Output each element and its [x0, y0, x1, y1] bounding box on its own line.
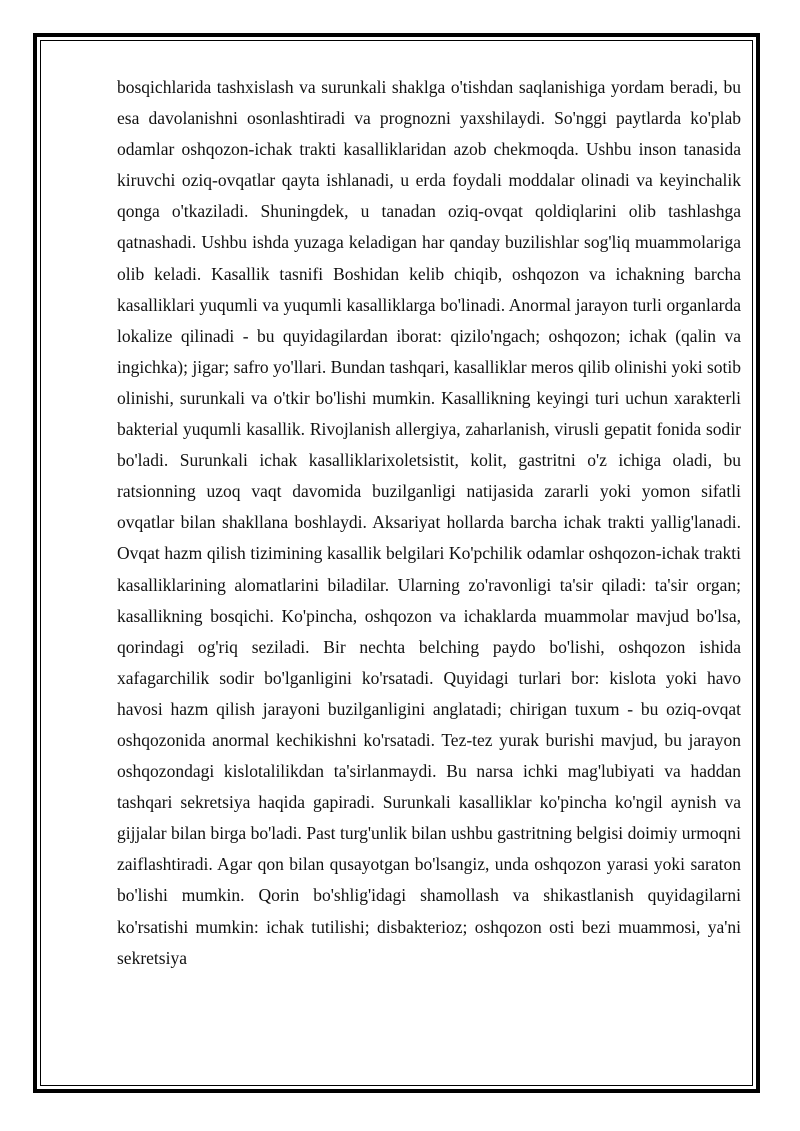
body-paragraph: bosqichlarida tashxislash va surunkali shaklga o'tishdan saqlanishiga yordam beradi, bu esa davolanishni osonlashtiradi va prognozni yaxshilaydi. So'nggi paytlarda ko'plab odamlar oshqozon-ichak trakti kasalliklaridan azob chekmoqda. Ushbu inson tanasida kiruvchi oziq-ovqatlar qayta ishlanadi, u erda foydali moddalar olinadi va keyinchalik qonga o'tkaziladi. Shuningdek, u tanadan oziq-ovqat qoldiqlarini olib tashlashga qatnashadi. Ushbu ishda yuzaga keladigan har qanday buzilishlar sog'liq muammolariga olib keladi. Kasallik tasnifi Boshidan kelib chiqib, oshqozon va ichakning barcha kasalliklari yuqumli va yuqumli kasalliklarga bo'linadi. Anormal jarayon turli organlarda lokalize qilinadi - bu quyidagilardan iborat: qizilo'ngach; oshqozon; ichak (qalin va ingichka); jigar; safro yo'llari. Bundan tashqari, kasalliklar meros qilib olinishi yoki sotib olinishi, surunkali va o'tkir bo'lishi mumkin. Kasallikning keyingi turi uchun xarakterli bakterial yuqumli kasallik. Rivojlanish allergiya, zaharlanish, virusli gepatit fonida sodir bo'ladi. Surunkali ichak kasalliklarixoletsistit, kolit, gastritni o'z ichiga oladi, bu ratsionning uzoq vaqt davomida buzilganligi natijasida zararli yoki yomon sifatli ovqatlar bilan shakllana boshlaydi. Aksariyat hollarda barcha ichak trakti yallig'lanadi. Ovqat hazm qilish tizimining kasallik belgilari Ko'pchilik odamlar oshqozon-ichak trakti kasalliklarining alomatlarini biladilar. Ularning zo'ravonligi ta'sir qiladi: ta'sir organ; kasallikning bosqichi. Ko'pincha, oshqozon va ichaklarda muammolar mavjud bo'lsa, qorindagi og'riq seziladi. Bir nechta belching paydo bo'lishi, oshqozon ishida xafagarchilik sodir bo'lganligini ko'rsatadi. Quyidagi turlari bor: kislota yoki havo havosi hazm qilish jarayoni buzilganligini anglatadi; chirigan tuxum - bu oziq-ovqat oshqozonida anormal kechikishni ko'rsatadi. Tez-tez yurak burishi mavjud, bu jarayon oshqozondagi kislotalilikdan ta'sirlanmaydi. Bu narsa ichki mag'lubiyati va haddan tashqari sekretsiya haqida gapiradi. Surunkali kasalliklar ko'pincha ko'ngil aynish va gijjalar bilan birga bo'ladi. Past turg'unlik bilan ushbu gastritning belgisi doimiy urmoqni zaiflashtiradi. Agar qon bilan qusayotgan bo'lsangiz, unda oshqozon yarasi yoki saraton bo'lishi mumkin. Qorin bo'shlig'idagi shamollash va shikastlanish quyidagilarni ko'rsatishi mumkin: ichak tutilishi; disbakterioz; oshqozon osti bezi muammosi, ya'ni sekretsiya [117, 77, 741, 968]
